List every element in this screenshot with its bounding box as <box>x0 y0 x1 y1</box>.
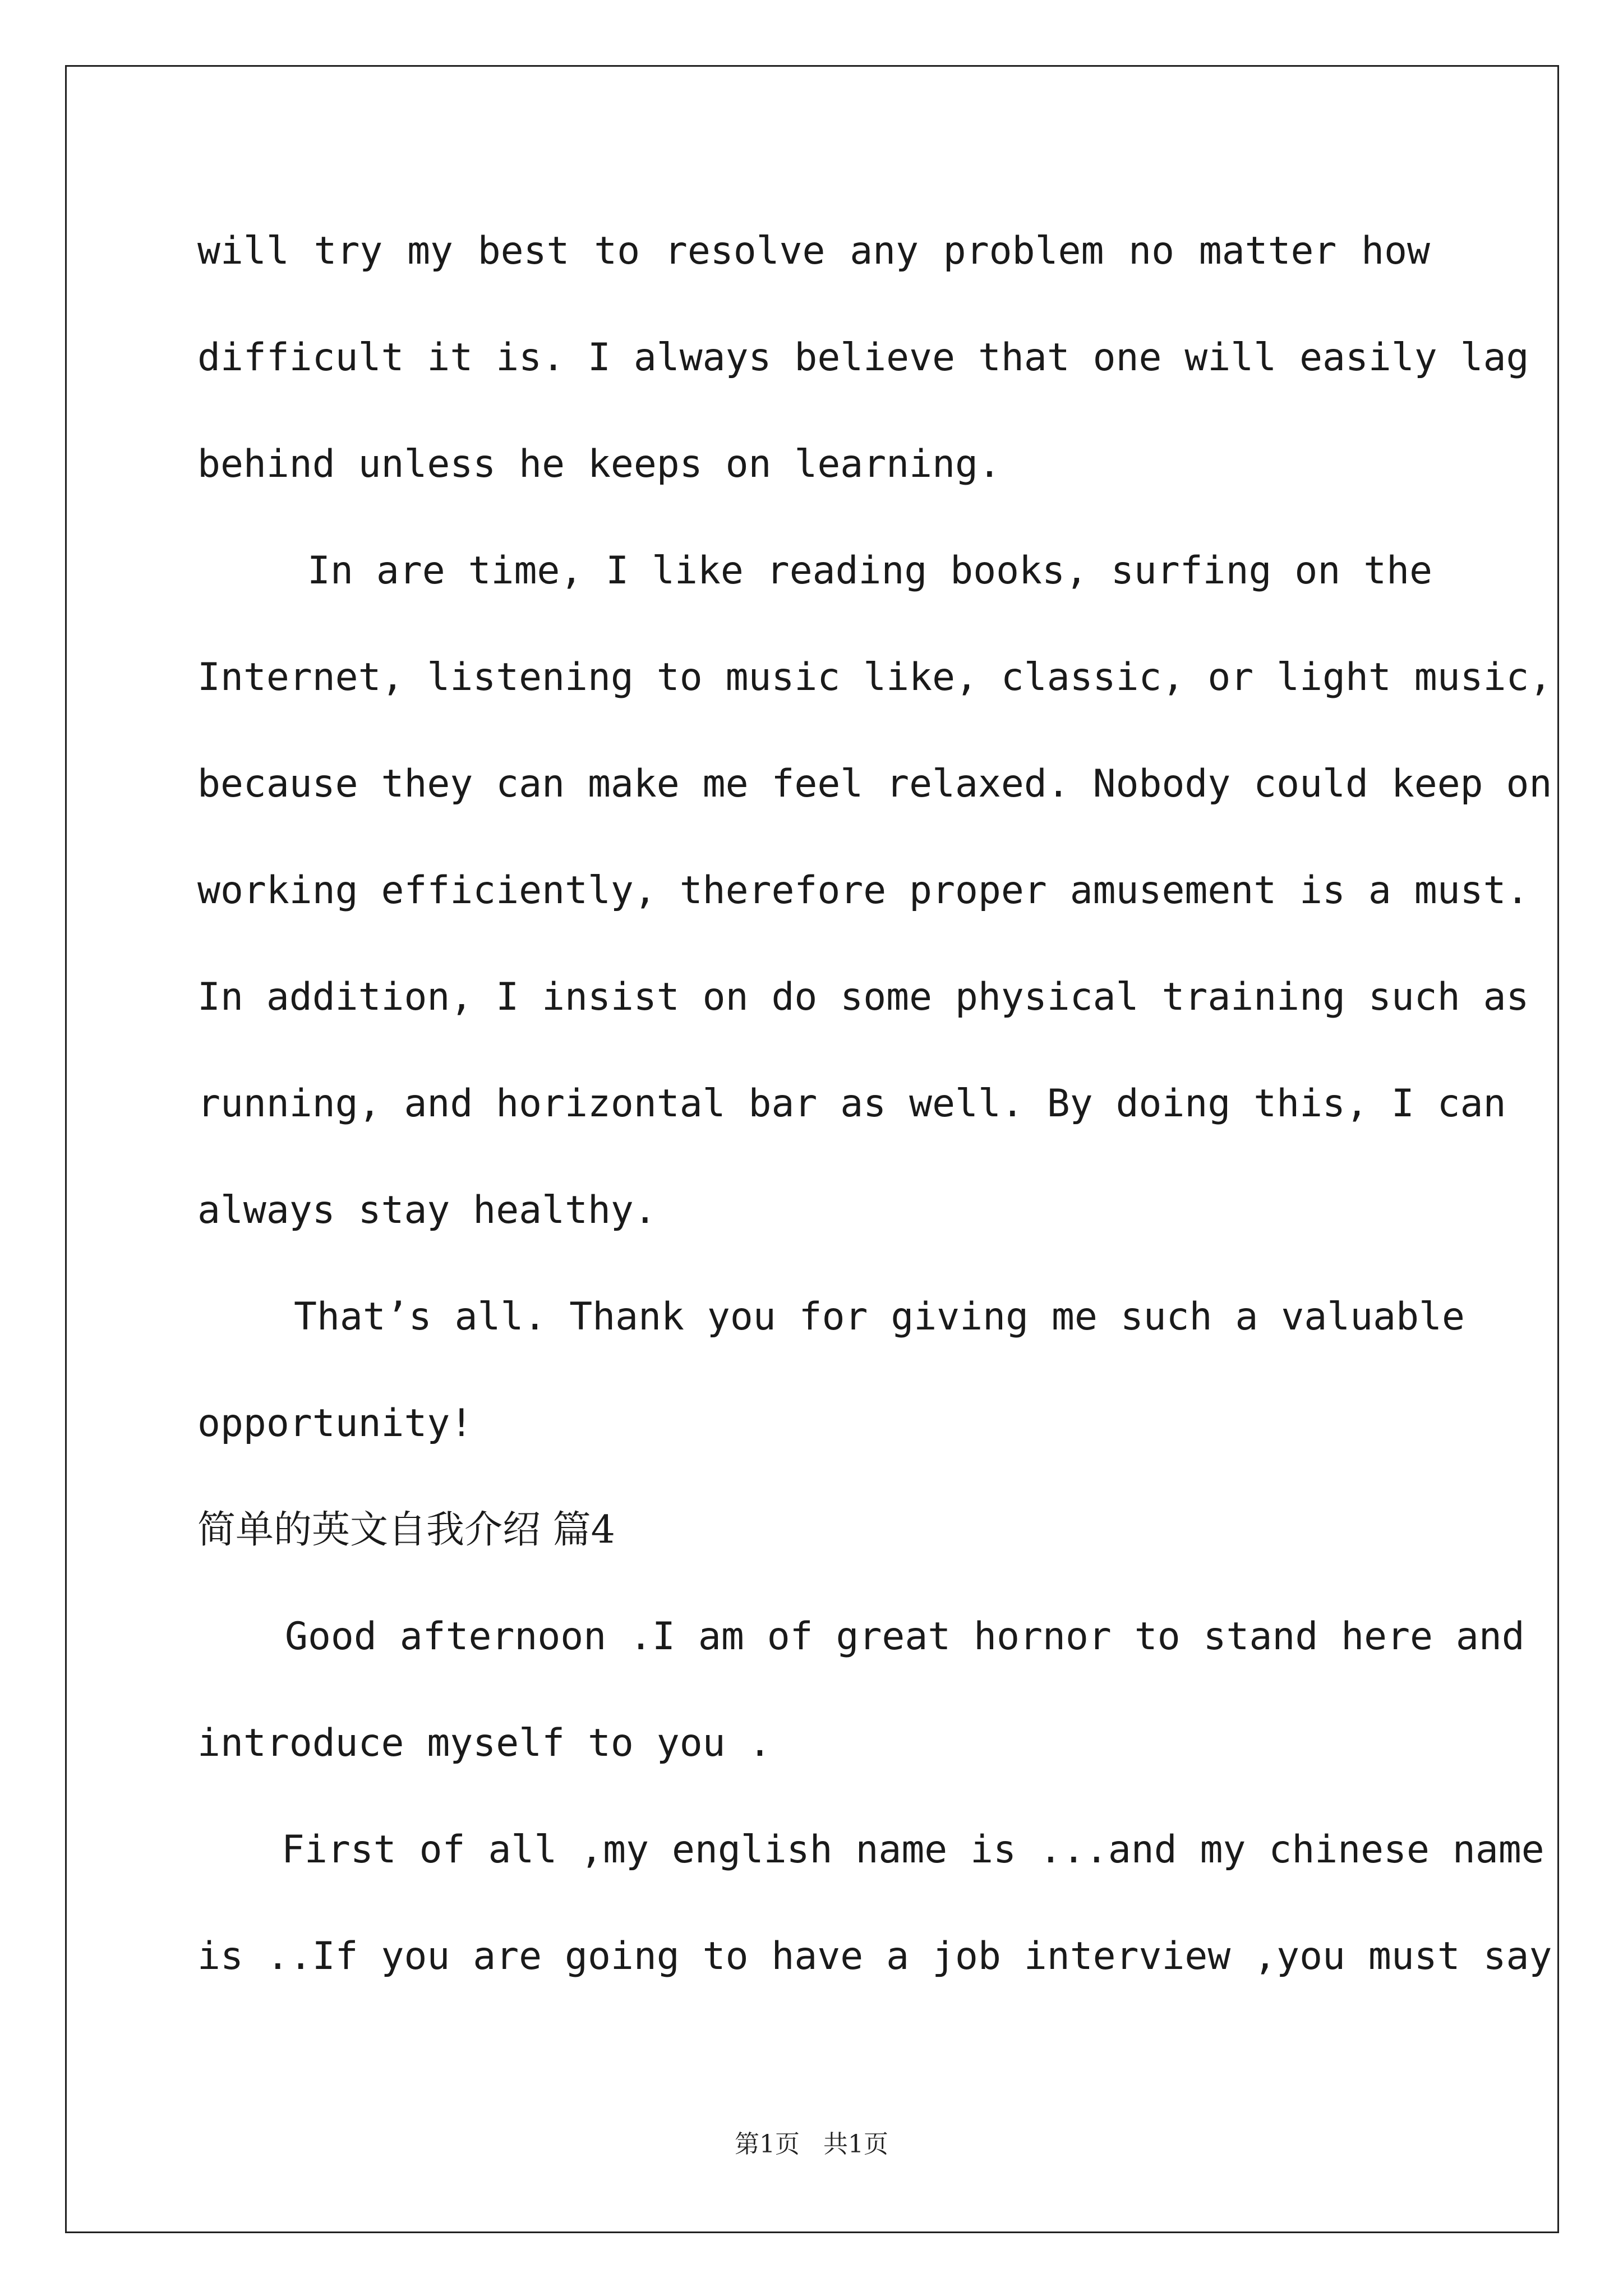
text-line: working efficiently, therefore proper amusement is a must. <box>197 868 1529 913</box>
text-line: because they can make me feel relaxed. Nobody could keep on <box>197 762 1552 806</box>
text-line: always stay healthy. <box>197 1188 657 1232</box>
text-line: Internet, listening to music like, classic, or light music, <box>197 655 1552 700</box>
text-line: opportunity! <box>197 1401 473 1446</box>
text-line: difficult it is. I always believe that one will easily lag <box>197 335 1529 380</box>
page-footer: 第1页 共1页 <box>735 2130 888 2159</box>
text-line: In are time, I like reading books, surfing on the <box>307 549 1433 593</box>
text-line: First of all ,my english name is ...and my chinese name <box>282 1828 1544 1872</box>
text-line: Good afternoon .I am of great hornor to stand here and <box>285 1614 1525 1659</box>
section-heading: 简单的英文自我介绍 篇4 <box>197 1508 615 1552</box>
page-border <box>65 65 1559 2233</box>
text-line: That’s all. Thank you for giving me such a valuable <box>294 1295 1465 1339</box>
text-line: behind unless he keeps on learning. <box>197 442 1001 486</box>
text-line: will try my best to resolve any problem no matter how <box>197 229 1430 273</box>
text-line: In addition, I insist on do some physical training such as <box>197 975 1529 1019</box>
text-line: is ..If you are going to have a job interview ,you must say <box>197 1934 1552 1978</box>
text-line: introduce myself to you . <box>197 1721 772 1765</box>
text-line: running, and horizontal bar as well. By doing this, I can <box>197 1082 1506 1126</box>
